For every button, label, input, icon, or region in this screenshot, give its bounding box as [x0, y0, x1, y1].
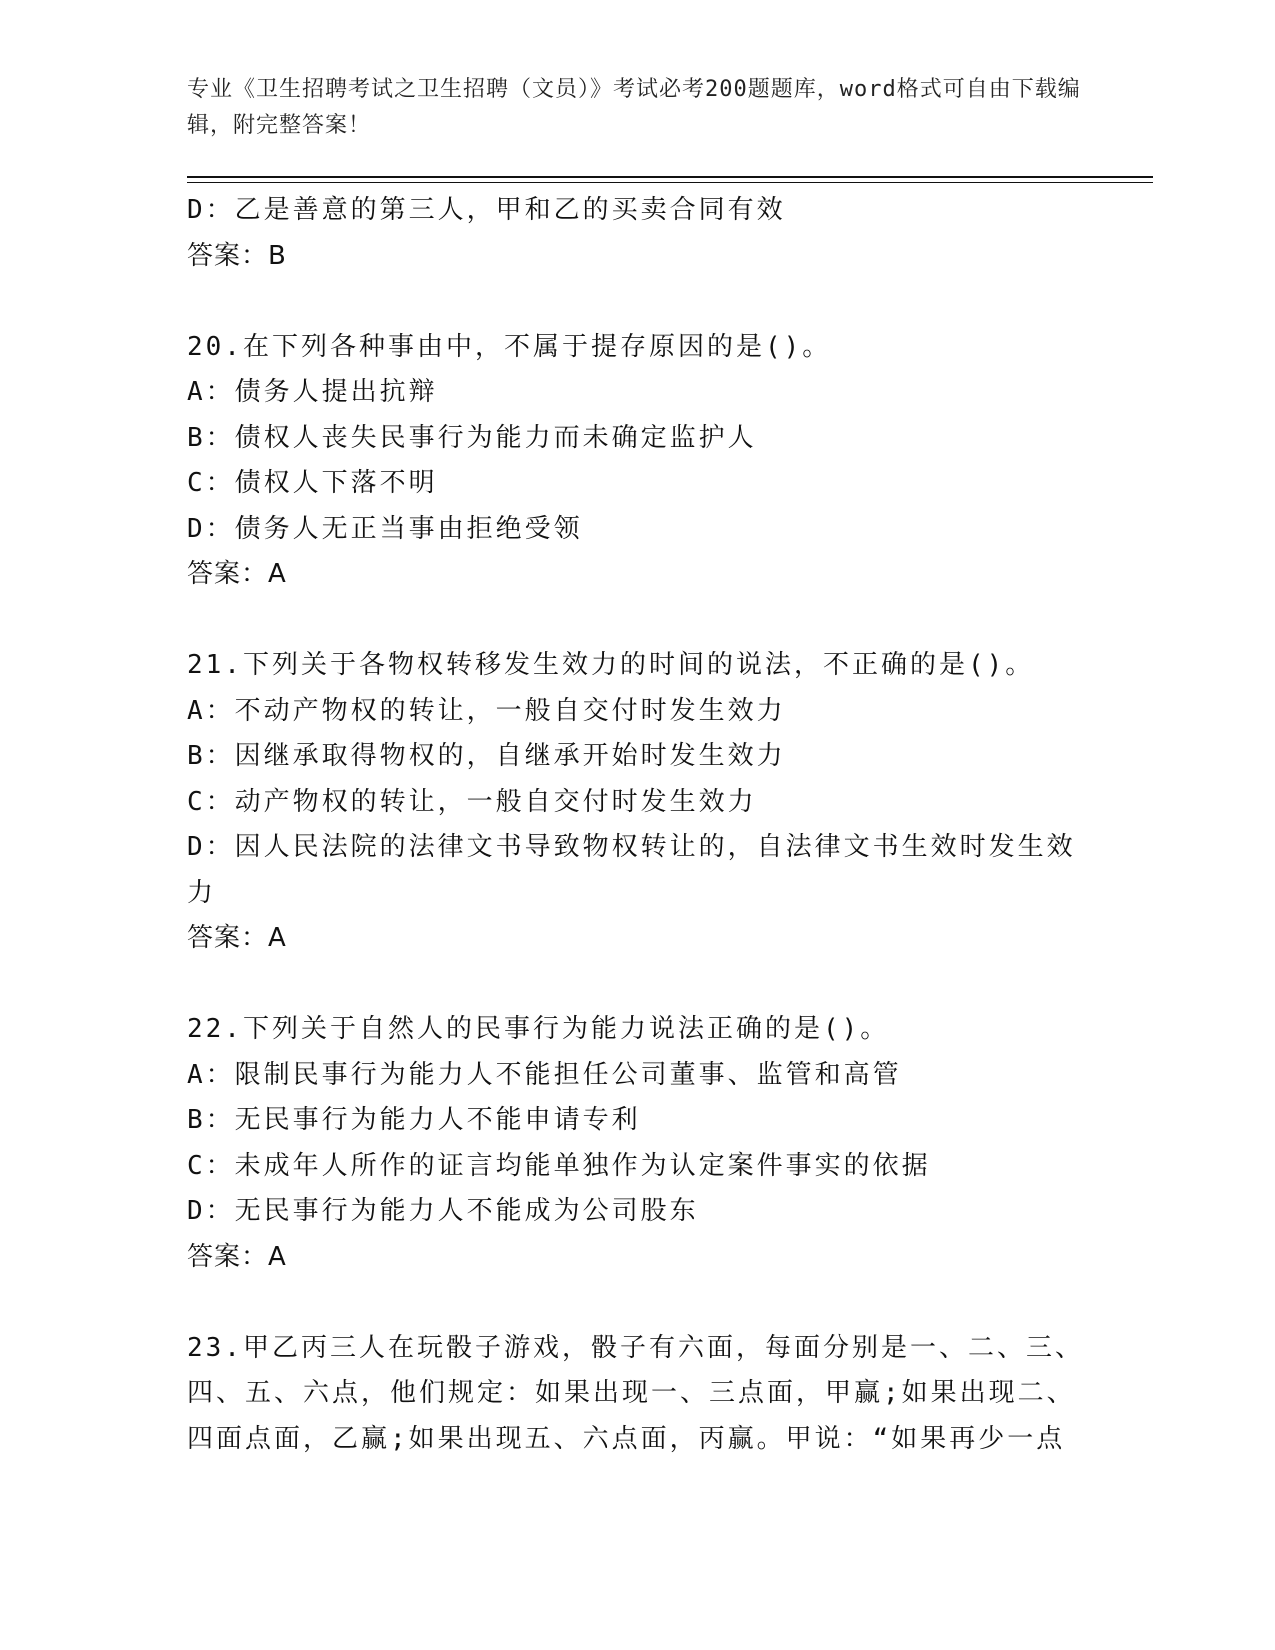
- option-d: D：因人民法院的法律文书导致物权转让的，自法律文书生效时发生效力: [187, 832, 1076, 908]
- option-d: D：债务人无正当事由拒绝受领: [187, 513, 583, 544]
- spacer: [187, 279, 1087, 325]
- spacer: [187, 962, 1087, 1008]
- page-header: 专业《卫生招聘考试之卫生招聘（文员）》考试必考200题题库，word格式可自由下载编辑，附完整答案！: [187, 77, 1081, 138]
- option-b: B：无民事行为能力人不能申请专利: [187, 1105, 641, 1135]
- answer-line: 答案：B: [187, 240, 287, 271]
- document-content: [187, 188, 1087, 1462]
- option-c: C：动产物权的转让，一般自交付时发生效力: [187, 786, 757, 817]
- option-d: D：乙是善意的第三人，甲和乙的买卖合同有效: [187, 195, 786, 225]
- option-c: C：未成年人所作的证言均能单独作为认定案件事实的依据: [187, 1150, 931, 1181]
- answer-line: 答案：A: [187, 559, 287, 589]
- question-20: [187, 325, 1087, 598]
- option-b: B：因继承取得物权的，自继承开始时发生效力: [187, 741, 786, 771]
- option-d: D：无民事行为能力人不能成为公司股东: [187, 1196, 699, 1226]
- question-21: [187, 643, 1087, 962]
- option-a: A：债务人提出抗辩: [187, 377, 438, 407]
- option-b: B：债权人丧失民事行为能力而未确定监护人: [187, 422, 757, 453]
- question-stem: 21.下列关于各物权转移发生效力的时间的说法，不正确的是()。: [187, 650, 1035, 680]
- answer-line: 答案：A: [187, 1241, 287, 1272]
- question-23: [187, 1326, 1087, 1463]
- spacer: [187, 598, 1087, 644]
- previous-question-tail: [187, 188, 1087, 279]
- question-stem: 22.下列关于自然人的民事行为能力说法正确的是()。: [187, 1014, 890, 1044]
- option-c: C：债权人下落不明: [187, 468, 438, 498]
- question-stem: 23.甲乙丙三人在玩骰子游戏，骰子有六面，每面分别是一、二、三、四、五、六点，他们规定：如果出现一、三点面，甲赢;如果出现二、四面点面，乙赢;如果出现五、六点面，丙赢。甲说：“如果再少一点: [187, 1332, 1084, 1454]
- question-stem: 20.在下列各种事由中，不属于提存原因的是()。: [187, 331, 832, 362]
- header-divider-thick: [187, 176, 1153, 178]
- answer-line: 答案：A: [187, 923, 287, 953]
- header-divider-thin: [187, 182, 1153, 183]
- option-a: A：不动产物权的转让，一般自交付时发生效力: [187, 695, 786, 726]
- spacer: [187, 1280, 1087, 1326]
- question-22: [187, 1007, 1087, 1280]
- option-a: A：限制民事行为能力人不能担任公司董事、监管和高管: [187, 1059, 902, 1090]
